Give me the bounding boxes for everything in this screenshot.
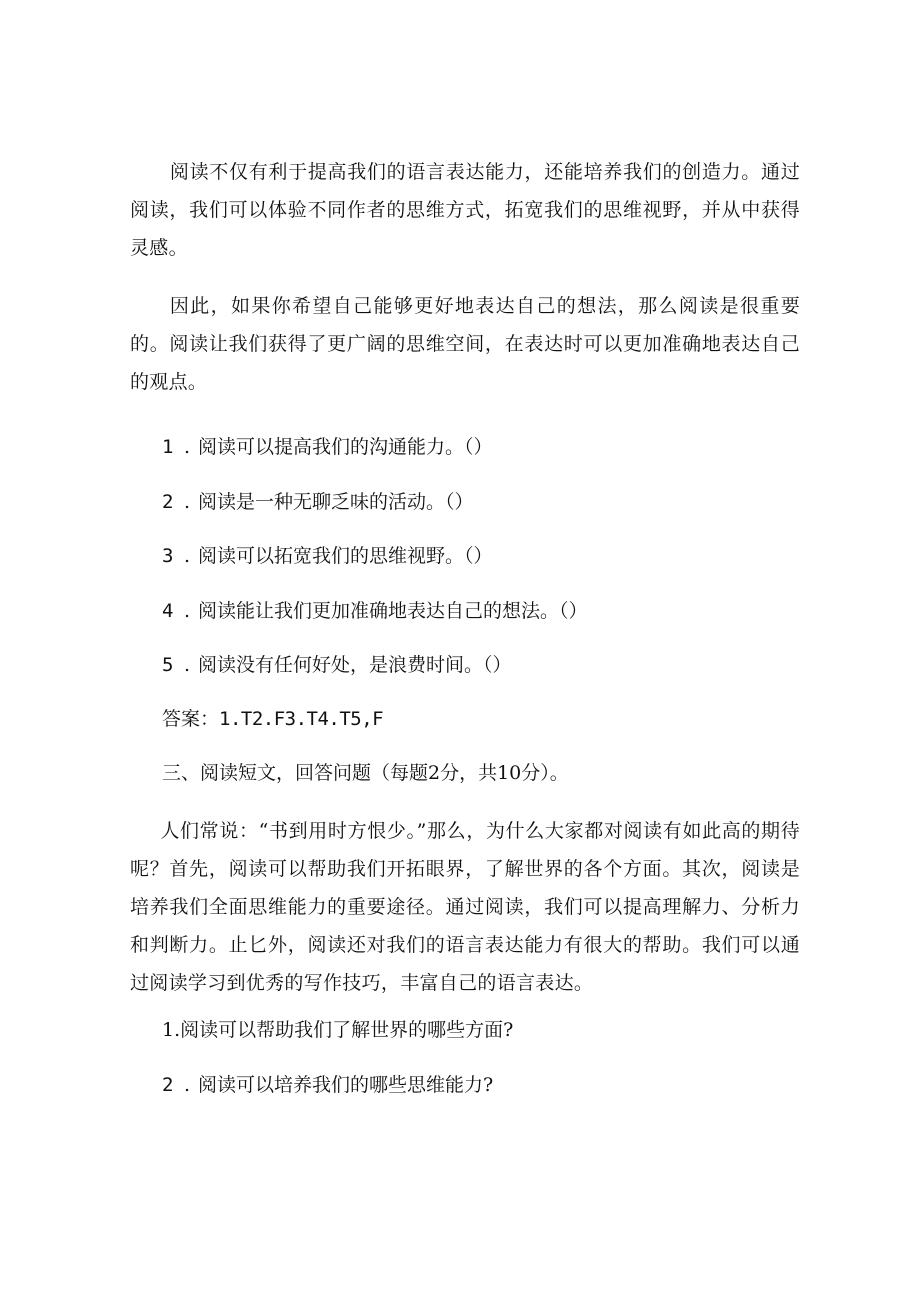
question-number: 1. (162, 1019, 181, 1041)
answer-line (162, 704, 802, 734)
question-2: 2 . 阅读可以培养我们的哪些思维能力? (162, 1070, 802, 1100)
question-text: 阅读可以帮助我们了解世界的哪些方面? (180, 1019, 514, 1041)
paragraph-creativity: 阅读不仅有利于提高我们的语言表达能力，还能培养我们的创造力。通过阅读，我们可以体验不同作者的思维方式，拓宽我们的思维视野，并从中获得灵感。 (130, 161, 800, 259)
statement-number: 4 (162, 600, 174, 622)
statement-number: 2 (162, 491, 174, 513)
statement-text: 阅读可以提高我们的沟通能力。（） (198, 436, 493, 458)
question-text: 阅读可以培养我们的哪些思维能力? (198, 1074, 494, 1096)
answer-label: 答案： (162, 708, 220, 730)
statement-number: 3 (162, 545, 174, 567)
paragraph-expression: 因此，如果你希望自己能够更好地表达自己的想法，那么阅读是很重要的。阅读让我们获得了更广阔的思维空间，在表达时可以更加准确地表达自己的观点。 (130, 295, 800, 393)
section-heading: 三、阅读短文，回答问题（每题2分，共10分）。 (162, 762, 569, 784)
statement-text: 阅读没有任何好处，是浪费时间。（） (198, 654, 512, 676)
statement-text: 阅读能让我们更加准确地表达自己的想法。（） (198, 600, 588, 622)
statement-3: 3 . 阅读可以拓宽我们的思维视野。（） (162, 541, 802, 571)
answer-value: 1.T2.F3.T4.T5,F (219, 708, 384, 730)
statement-2: 2 . 阅读是一种无聊乏味的活动。（） (162, 487, 802, 517)
passage: 人们常说：“书到用时方恨少。”那么，为什么大家都对阅读有如此高的期待呢？首先，阅读可以帮助我们开拓眼界，了解世界的各个方面。其次，阅读是培养我们全面思维能力的重要途径。通过阅读，我们可以提高理解力、分析力和判断力。止匕外，阅读还对我们的语言表达能力有很大的帮助。我们可以通过阅读学习到优秀的写作技巧，丰富自己的语言表达。 (130, 820, 800, 994)
statement-number: 5 (162, 654, 174, 676)
question-1 (162, 1015, 802, 1045)
statement-text: 阅读是一种无聊乏味的活动。（） (198, 491, 474, 513)
question-number: 2 (162, 1074, 174, 1096)
statement-number: 1 (162, 436, 174, 458)
statement-text: 阅读可以拓宽我们的思维视野。（） (198, 545, 493, 567)
statement-5: 5 . 阅读没有任何好处，是浪费时间。（） (162, 650, 802, 680)
statement-1: 1 . 阅读可以提高我们的沟通能力。（） (162, 432, 802, 462)
statement-4: 4 . 阅读能让我们更加准确地表达自己的想法。（） (162, 596, 802, 626)
